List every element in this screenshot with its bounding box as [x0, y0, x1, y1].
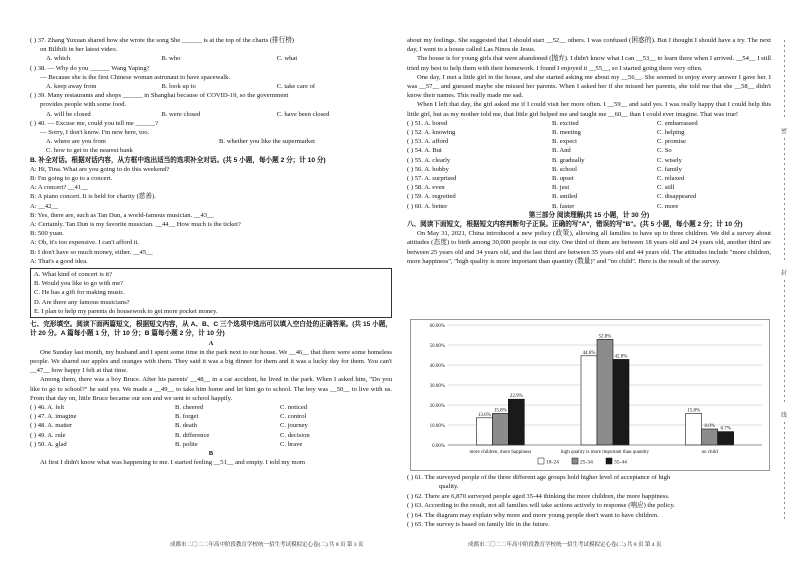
option-cell[interactable]: C. family — [657, 165, 682, 173]
data-label: 15.8% — [687, 408, 701, 414]
option-cell[interactable]: C. more — [657, 202, 679, 210]
option-row — [30, 403, 392, 412]
x-category-label: no child — [701, 450, 718, 455]
option-cell[interactable]: C. decision — [280, 431, 310, 439]
data-label: 52.8% — [598, 334, 612, 340]
legend-label: 18-24 — [546, 459, 559, 466]
data-label: 44.6% — [582, 350, 596, 356]
question-40: ( ) 40. — Excuse me, could you tell me ______? — [30, 119, 159, 127]
bar — [718, 432, 734, 445]
option-row — [30, 421, 392, 430]
y-tick-label: 60.00% — [429, 324, 445, 329]
option-cell[interactable]: C. journey — [280, 422, 308, 430]
question-38-cont: — Because she is the first Chinese woman astronaut to have spacewalk. — [40, 73, 231, 81]
survey-passage: On May 31, 2021, China introduced a new policy (政策), allowing all families to have up to three children. We did a survey about attitudes (态度) to birth among 30,000 people in our city. One third of them are between 18 years old and 24 years old, another third are between 25 years old and 34 years old, and the last third are between 35 years old and 44 years old. The attitudes include "more children, more happiness", "high quality is more important than quantity (数量)" and "no child". Here is the result of the survey. — [407, 230, 771, 265]
option-cell[interactable]: B. school — [552, 165, 577, 173]
dialog-line: A: Hi, Tina. What are you going to do this weekend? — [30, 165, 170, 173]
option-cell[interactable]: C. wisely — [657, 156, 682, 164]
bar — [581, 356, 597, 445]
part-3-title: 第三部分 阅读理解(共 15 小题，计 30 分) — [528, 211, 650, 219]
option-row — [30, 440, 392, 449]
option-cell[interactable]: ( ) 48. A. matter — [30, 422, 73, 430]
passage-a-para-2: Among them, there was a boy Bruce. After his parents' __48__ in a car accident, he lived in the park. When I asked him, "Do you like to go to school?" he said yes. We made a __49__ to take him home and let him go to school. The boy was __50__ to live with us. From that day on, little Bruce became our son and we sent to school happily. — [30, 376, 392, 402]
option-row — [407, 174, 771, 183]
question-line: quality. — [439, 483, 459, 491]
dialog-line: B: Yes, there are, such as Tan Dun, a world-famous musician. __43__ — [30, 211, 214, 219]
section-b-title: B. 补全对话。根据对话内容，从方框中选出适当的选项补全对话。(共 5 小题，每小题 2 分；计 10 分) — [30, 156, 326, 164]
option-b[interactable]: B. who — [161, 55, 181, 63]
option-row — [407, 156, 771, 165]
y-tick-label: 0.00% — [432, 444, 445, 449]
dialog-line: A: A concert? __41__ — [30, 184, 88, 192]
option-cell[interactable]: B. cheered — [175, 403, 204, 411]
option-cell[interactable]: B. excited — [552, 119, 579, 127]
option-a[interactable]: A. where are you from — [46, 138, 106, 146]
legend-swatch — [572, 458, 578, 464]
option-cell[interactable]: C. still — [657, 184, 675, 192]
y-tick-label: 30.00% — [429, 384, 445, 389]
option-cell[interactable]: B. smiled — [552, 193, 578, 201]
option-cell[interactable]: ( ) 54. A. But — [407, 147, 442, 155]
option-cell[interactable]: B. just — [552, 184, 570, 192]
option-cell[interactable]: ( ) 60. A. better — [407, 202, 448, 210]
question-line: ( ) 61. The surveyed people of the three different age groups hold higher level of acceptance of high — [407, 474, 671, 481]
box-option[interactable]: D. Are there any famous musicians? — [34, 298, 130, 306]
option-cell[interactable]: C. relaxed — [657, 175, 685, 183]
box-option[interactable]: A. What kind of concert is it? — [34, 271, 113, 279]
option-cell[interactable]: ( ) 52. A. knowing — [407, 129, 456, 137]
margin-mark-line: 线 — [781, 413, 788, 419]
data-label: 15.8% — [493, 408, 507, 414]
page-footer-right: 成都市二〇二二年高中阶段教育学校统一招生考试模拟定心卷(二) 共 8 页 第 4 页 — [468, 542, 662, 548]
legend-label: 35-44 — [614, 459, 627, 466]
option-row — [407, 119, 771, 128]
dialog-line: B: I'm going to go to a concert. — [30, 175, 113, 183]
question-40-options — [30, 137, 392, 146]
question-38: ( ) 38. — Why do you ______ Wang Yaping? — [30, 64, 150, 72]
dialog-line: B: 500 yuan. — [30, 230, 64, 238]
dialog-line: A: Certainly. Tan Dun is my favorite musician. __44__ How much is the ticket? — [30, 221, 241, 229]
dialog-line: A: Oh, it's too expensive. I can't afford it. — [30, 239, 140, 247]
option-row — [30, 412, 392, 421]
survey-bar-chart — [410, 319, 770, 471]
option-cell[interactable]: C. noticed — [280, 403, 308, 411]
option-cell[interactable]: B. faster — [552, 202, 575, 210]
option-a[interactable]: A. keep away from — [46, 83, 97, 91]
binding-line — [784, 280, 785, 405]
question-38-options — [30, 82, 392, 91]
bar — [476, 418, 492, 445]
page-footer-left: 成都市二〇二二年高中阶段教育学校统一招生考试模拟定心卷(二) 共 8 页 第 3 页 — [170, 542, 364, 548]
question-line: ( ) 62. There are 6,870 surveyed people aged 35-44 thinking the more children, the more happiness. — [407, 492, 670, 500]
option-b[interactable]: B. whether you like the supermarket — [219, 138, 315, 146]
right-page — [407, 36, 771, 266]
option-row — [407, 165, 771, 174]
option-c[interactable]: C. what — [276, 55, 298, 63]
option-cell[interactable]: ( ) 59. A. regretted — [407, 193, 456, 201]
question-37-options — [30, 54, 392, 63]
option-cell[interactable]: C. embarrassed — [657, 119, 698, 127]
data-label: 42.8% — [614, 354, 628, 360]
binding-line — [784, 422, 785, 522]
option-cell[interactable]: C. helping — [657, 129, 685, 137]
option-cell[interactable]: ( ) 47. A. imagine — [30, 413, 77, 421]
box-option[interactable]: C. He has a gift for making music. — [34, 289, 126, 297]
dialog-line: B: A piano concert. It is held for charity (慈善). — [30, 193, 156, 201]
option-cell[interactable]: B. forget — [175, 413, 199, 421]
y-tick-label: 50.00% — [429, 344, 445, 349]
bar — [492, 413, 508, 445]
option-cell[interactable]: B. death — [175, 422, 197, 430]
bar — [702, 429, 718, 445]
cloze-b-options — [407, 119, 771, 211]
passage-a-para-1: One Sunday last month, my husband and I spent some time in the park next to our house. We __46__ that there were some homeless people. We shared our apples and oranges with them. They said it was a big dinner for them and it was a lucky day for them. You can't __47__ how happy I felt at that time. — [30, 348, 392, 375]
option-row — [407, 146, 771, 155]
option-cell[interactable]: ( ) 51. A. bored — [407, 119, 448, 127]
data-label: 13.6% — [477, 412, 491, 418]
option-cell[interactable]: ( ) 57. A. surprised — [407, 175, 457, 183]
dialog-line: A: __42__ — [30, 202, 59, 210]
question-37: ( ) 37. Zhang Yuxuan shared how she wrote the song She ______ is at the top of the charts (排行榜) — [30, 37, 295, 44]
option-row — [407, 202, 771, 211]
option-cell[interactable]: ( ) 56. A. hobby — [407, 165, 449, 173]
option-cell[interactable]: B. difference — [175, 431, 210, 439]
option-a[interactable]: A. which — [46, 55, 71, 63]
y-tick-label: 10.00% — [429, 424, 445, 429]
question-39: ( ) 39. Many restaurants and shops ______ in Shanghai because of COVID-19, so the government — [30, 92, 289, 100]
binding-line — [784, 40, 785, 120]
passage-b-para-2: about my feelings. She suggested that I should start __52__ others. I was confused (困惑的). But I thought I should have a try. The next day, I went to a house called Las Ninos de Jesus. — [407, 37, 771, 54]
option-cell[interactable]: ( ) 58. A. even — [407, 184, 445, 192]
y-tick-label: 40.00% — [429, 364, 445, 369]
option-cell[interactable]: ( ) 55. A. clearly — [407, 156, 451, 164]
option-row — [407, 183, 771, 192]
passage-b-para-3: The house is for young girls that were abandoned (抛弃). I didn't know what I can __53__ to learn there when I arrived. __54__ I still tried my best to help them with their homework. I found I enjoyed it __55__, so I started going there very often. — [407, 55, 771, 72]
question-line: ( ) 64. The diagram may explain why more and more young people don't want to have children. — [407, 511, 659, 519]
option-row — [407, 137, 771, 146]
option-box — [30, 268, 392, 318]
option-cell[interactable]: B. meeting — [552, 129, 581, 137]
option-cell[interactable]: ( ) 53. A. afford — [407, 138, 449, 146]
cloze-a-options — [30, 403, 392, 449]
option-cell[interactable]: B. polite — [175, 440, 198, 448]
option-c[interactable]: C. take care of — [276, 83, 316, 91]
option-cell[interactable]: C. brave — [280, 440, 303, 448]
question-40-cont: — Sorry, I don't know. I'm new here, too. — [40, 129, 150, 137]
passage-b-para-4: One day, I met a little girl in the house, and she started asking me about my __56__. She seemed to enjoy every answer I gave her. I was __57__ and guessed maybe she missed her parents. When I asked her if she missed her parents, she told me that she __58__ didn't know their names. This really made me sad. — [407, 73, 771, 100]
true-false-questions — [407, 473, 771, 529]
data-label: 8.0% — [704, 424, 715, 429]
margin-mark-sealed: 封 — [781, 271, 788, 277]
bar — [508, 399, 524, 445]
option-cell[interactable]: B. upset — [552, 175, 574, 183]
option-a[interactable]: A. will be closed — [46, 110, 91, 118]
question-line: ( ) 63. According to the result, not all families will take actions actively to response (响应) the policy. — [407, 502, 675, 510]
dialog-line: A: That's a good idea. — [30, 257, 88, 265]
option-cell[interactable]: B. gradually — [552, 156, 585, 164]
bar — [597, 339, 613, 445]
option-b[interactable]: B. were closed — [161, 110, 201, 118]
option-row — [30, 431, 392, 440]
option-cell[interactable]: C. control — [280, 413, 307, 421]
option-cell[interactable]: B. And — [552, 147, 571, 155]
option-cell[interactable]: C. So — [657, 147, 672, 155]
legend-label: 25-34 — [580, 459, 593, 466]
passage-b-para-1: At first I didn't know what was happening to me. I started feeling __51__ and empty. I told my mom — [40, 459, 306, 467]
margin-mark-seal: 密 — [781, 129, 788, 135]
option-b[interactable]: B. look up to — [161, 83, 196, 91]
option-cell[interactable]: ( ) 50. A. glad — [30, 440, 67, 448]
bar — [613, 359, 629, 445]
passage-b-para-5: When I left that day, the girl asked me if I could visit her more often. I __59__ and said yes. I was really happy that I could help this little girl, but as my mother told me, that little girl helped me and taught me __60__ than I could ever imagine. That was true! — [407, 101, 771, 118]
question-39-options — [30, 110, 392, 119]
option-cell[interactable]: C. disappeared — [657, 193, 697, 201]
option-row — [407, 128, 771, 137]
left-page — [30, 36, 392, 467]
legend-swatch — [538, 458, 544, 464]
box-option[interactable]: B. Would you like to go with me? — [34, 280, 124, 288]
section-8-title: 八、阅读下面短文，根据短文内容判断句子正误。正确的写"A"，错误的写"B"。(共 5 小题，每小题 2 分；计 10 分) — [407, 221, 743, 229]
passage-b-label: B — [208, 449, 214, 457]
option-c[interactable]: C. how to get to the nearest bank — [46, 147, 133, 155]
option-row — [407, 192, 771, 201]
question-39-cont: provides people with some food. — [40, 101, 127, 109]
data-label: 22.9% — [509, 394, 523, 400]
option-cell[interactable]: ( ) 46. A. felt — [30, 403, 65, 411]
box-option[interactable]: E. I plan to help my parents do housework to get more pocket money. — [34, 307, 218, 315]
bar — [686, 413, 702, 445]
x-category-label: more children, more happiness — [469, 450, 532, 455]
option-c[interactable]: C. have been closed — [276, 110, 330, 118]
passage-a-label: A — [208, 339, 214, 347]
question-line: ( ) 65. The survey is based on family life in the future. — [407, 521, 550, 529]
x-category-label: high quality is more important than quantity — [560, 450, 650, 455]
option-cell[interactable]: ( ) 49. A. rule — [30, 431, 66, 439]
section-7-title: 七、完形填空。阅读下面两篇短文，根据短文内容，从 A、B、C 三个选项中选出可以填入空白处的正确答案。(共 15 小题，计 20 分。A 篇每小题 1 分，计 10 分；B 篇每小题 2 分，计 10 分) — [30, 321, 392, 338]
legend-swatch — [606, 458, 612, 464]
question-37-cont: on Bilibili in her latest video. — [40, 46, 118, 54]
data-label: 6.7% — [720, 426, 731, 432]
option-cell[interactable]: B. expect — [552, 138, 577, 146]
dialog — [30, 165, 392, 266]
option-cell[interactable]: C. promise — [657, 138, 686, 146]
binding-line — [784, 138, 785, 263]
dialog-line: B: I don't have so much money, either. __45__ — [30, 248, 153, 256]
y-tick-label: 20.00% — [429, 404, 445, 409]
